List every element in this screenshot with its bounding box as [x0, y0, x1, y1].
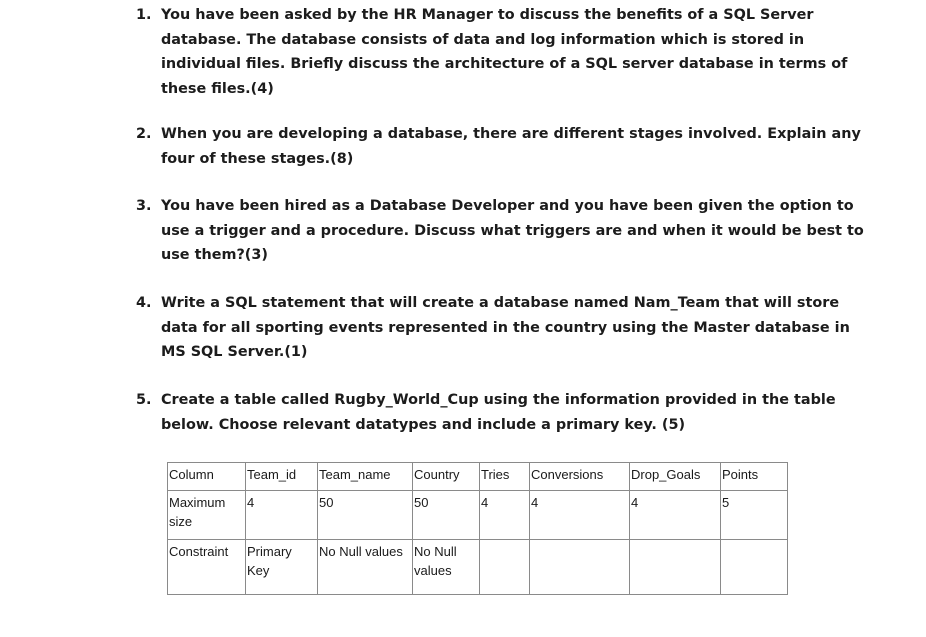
question-line: below. Choose relevant datatypes and include a primary key. (5) — [161, 416, 686, 433]
table-cell — [480, 491, 530, 540]
cell-text: 4 — [481, 495, 489, 510]
question-text — [161, 3, 848, 101]
question-line: use a trigger and a procedure. Discuss what triggers are and when it would be best to — [161, 222, 864, 239]
cell-text: 4 — [531, 495, 539, 510]
question-number: 3. — [136, 198, 152, 214]
question-line: Create a table called Rugby_World_Cup using the information provided in the table — [161, 392, 836, 408]
question-3 — [136, 194, 864, 268]
question-line: MS SQL Server.(1) — [161, 344, 308, 360]
question-line: You have been asked by the HR Manager to discuss the benefits of a SQL Server — [161, 7, 814, 23]
question-text — [161, 291, 850, 365]
table-header-row — [168, 463, 788, 491]
table-row-maximum-size — [168, 491, 788, 540]
table-header-cell: Team_id — [246, 463, 318, 491]
cell-text: Primary — [247, 544, 292, 559]
question-line: individual files. Briefly discuss the architecture of a SQL server database in terms of — [161, 56, 848, 72]
question-line: You have been hired as a Database Developer and you have been given the option to — [161, 198, 854, 214]
table-header-cell: Team_name — [318, 463, 413, 491]
question-line: Write a SQL statement that will create a database named Nam_Team that will store — [161, 295, 840, 311]
cell-text: No Null values — [319, 544, 403, 559]
question-line: four of these stages.(8) — [161, 150, 354, 167]
row-label-cell — [168, 491, 246, 540]
table-cell — [246, 540, 318, 595]
cell-text: values — [414, 563, 452, 578]
question-line: When you are developing a database, there are different stages involved. Explain any — [161, 126, 861, 142]
question-line: use them?(3) — [161, 247, 268, 263]
table-cell — [721, 491, 788, 540]
cell-text: 5 — [722, 495, 730, 510]
row-label-cell — [168, 540, 246, 595]
table-header-cell: Tries — [480, 463, 530, 491]
row-label-line: size — [169, 514, 193, 529]
table-cell — [318, 491, 413, 540]
table-cell — [530, 491, 630, 540]
table-cell — [480, 540, 530, 595]
question-line: data for all sporting events represented in the country using the Master database in — [161, 319, 850, 336]
question-line: database. The database consists of data and log information which is stored in — [161, 31, 805, 48]
cell-text: 50 — [414, 495, 429, 510]
question-text — [161, 388, 836, 437]
row-label-line: Constraint — [169, 544, 229, 559]
cell-text: Key — [247, 563, 270, 578]
question-text — [161, 122, 861, 171]
question-line: these files.(4) — [161, 80, 274, 97]
question-text — [161, 194, 864, 268]
question-1 — [136, 3, 848, 101]
question-4 — [136, 291, 850, 365]
rugby-world-cup-spec-table — [167, 462, 788, 595]
table-header-cell: Country — [413, 463, 480, 491]
table-cell — [630, 540, 721, 595]
table-header-cell: Points — [721, 463, 788, 491]
cell-text: 50 — [319, 495, 334, 510]
table-header-cell: Column — [168, 463, 246, 491]
table-cell — [413, 540, 480, 595]
table-cell — [246, 491, 318, 540]
question-2 — [136, 122, 861, 171]
question-5 — [136, 388, 836, 437]
cell-text: No Null — [414, 544, 457, 559]
table-header-cell: Drop_Goals — [630, 463, 721, 491]
table-cell — [630, 491, 721, 540]
table-row-constraint — [168, 540, 788, 595]
cell-text: 4 — [631, 495, 639, 510]
table-cell — [721, 540, 788, 595]
table-cell — [318, 540, 413, 595]
question-number: 4. — [136, 295, 152, 311]
table-cell — [413, 491, 480, 540]
question-number: 1. — [136, 7, 152, 23]
question-number: 5. — [136, 392, 152, 408]
question-number: 2. — [136, 126, 152, 142]
table-cell — [530, 540, 630, 595]
row-label-line: Maximum — [169, 495, 226, 510]
cell-text: 4 — [247, 495, 255, 510]
table-header-cell: Conversions — [530, 463, 630, 491]
